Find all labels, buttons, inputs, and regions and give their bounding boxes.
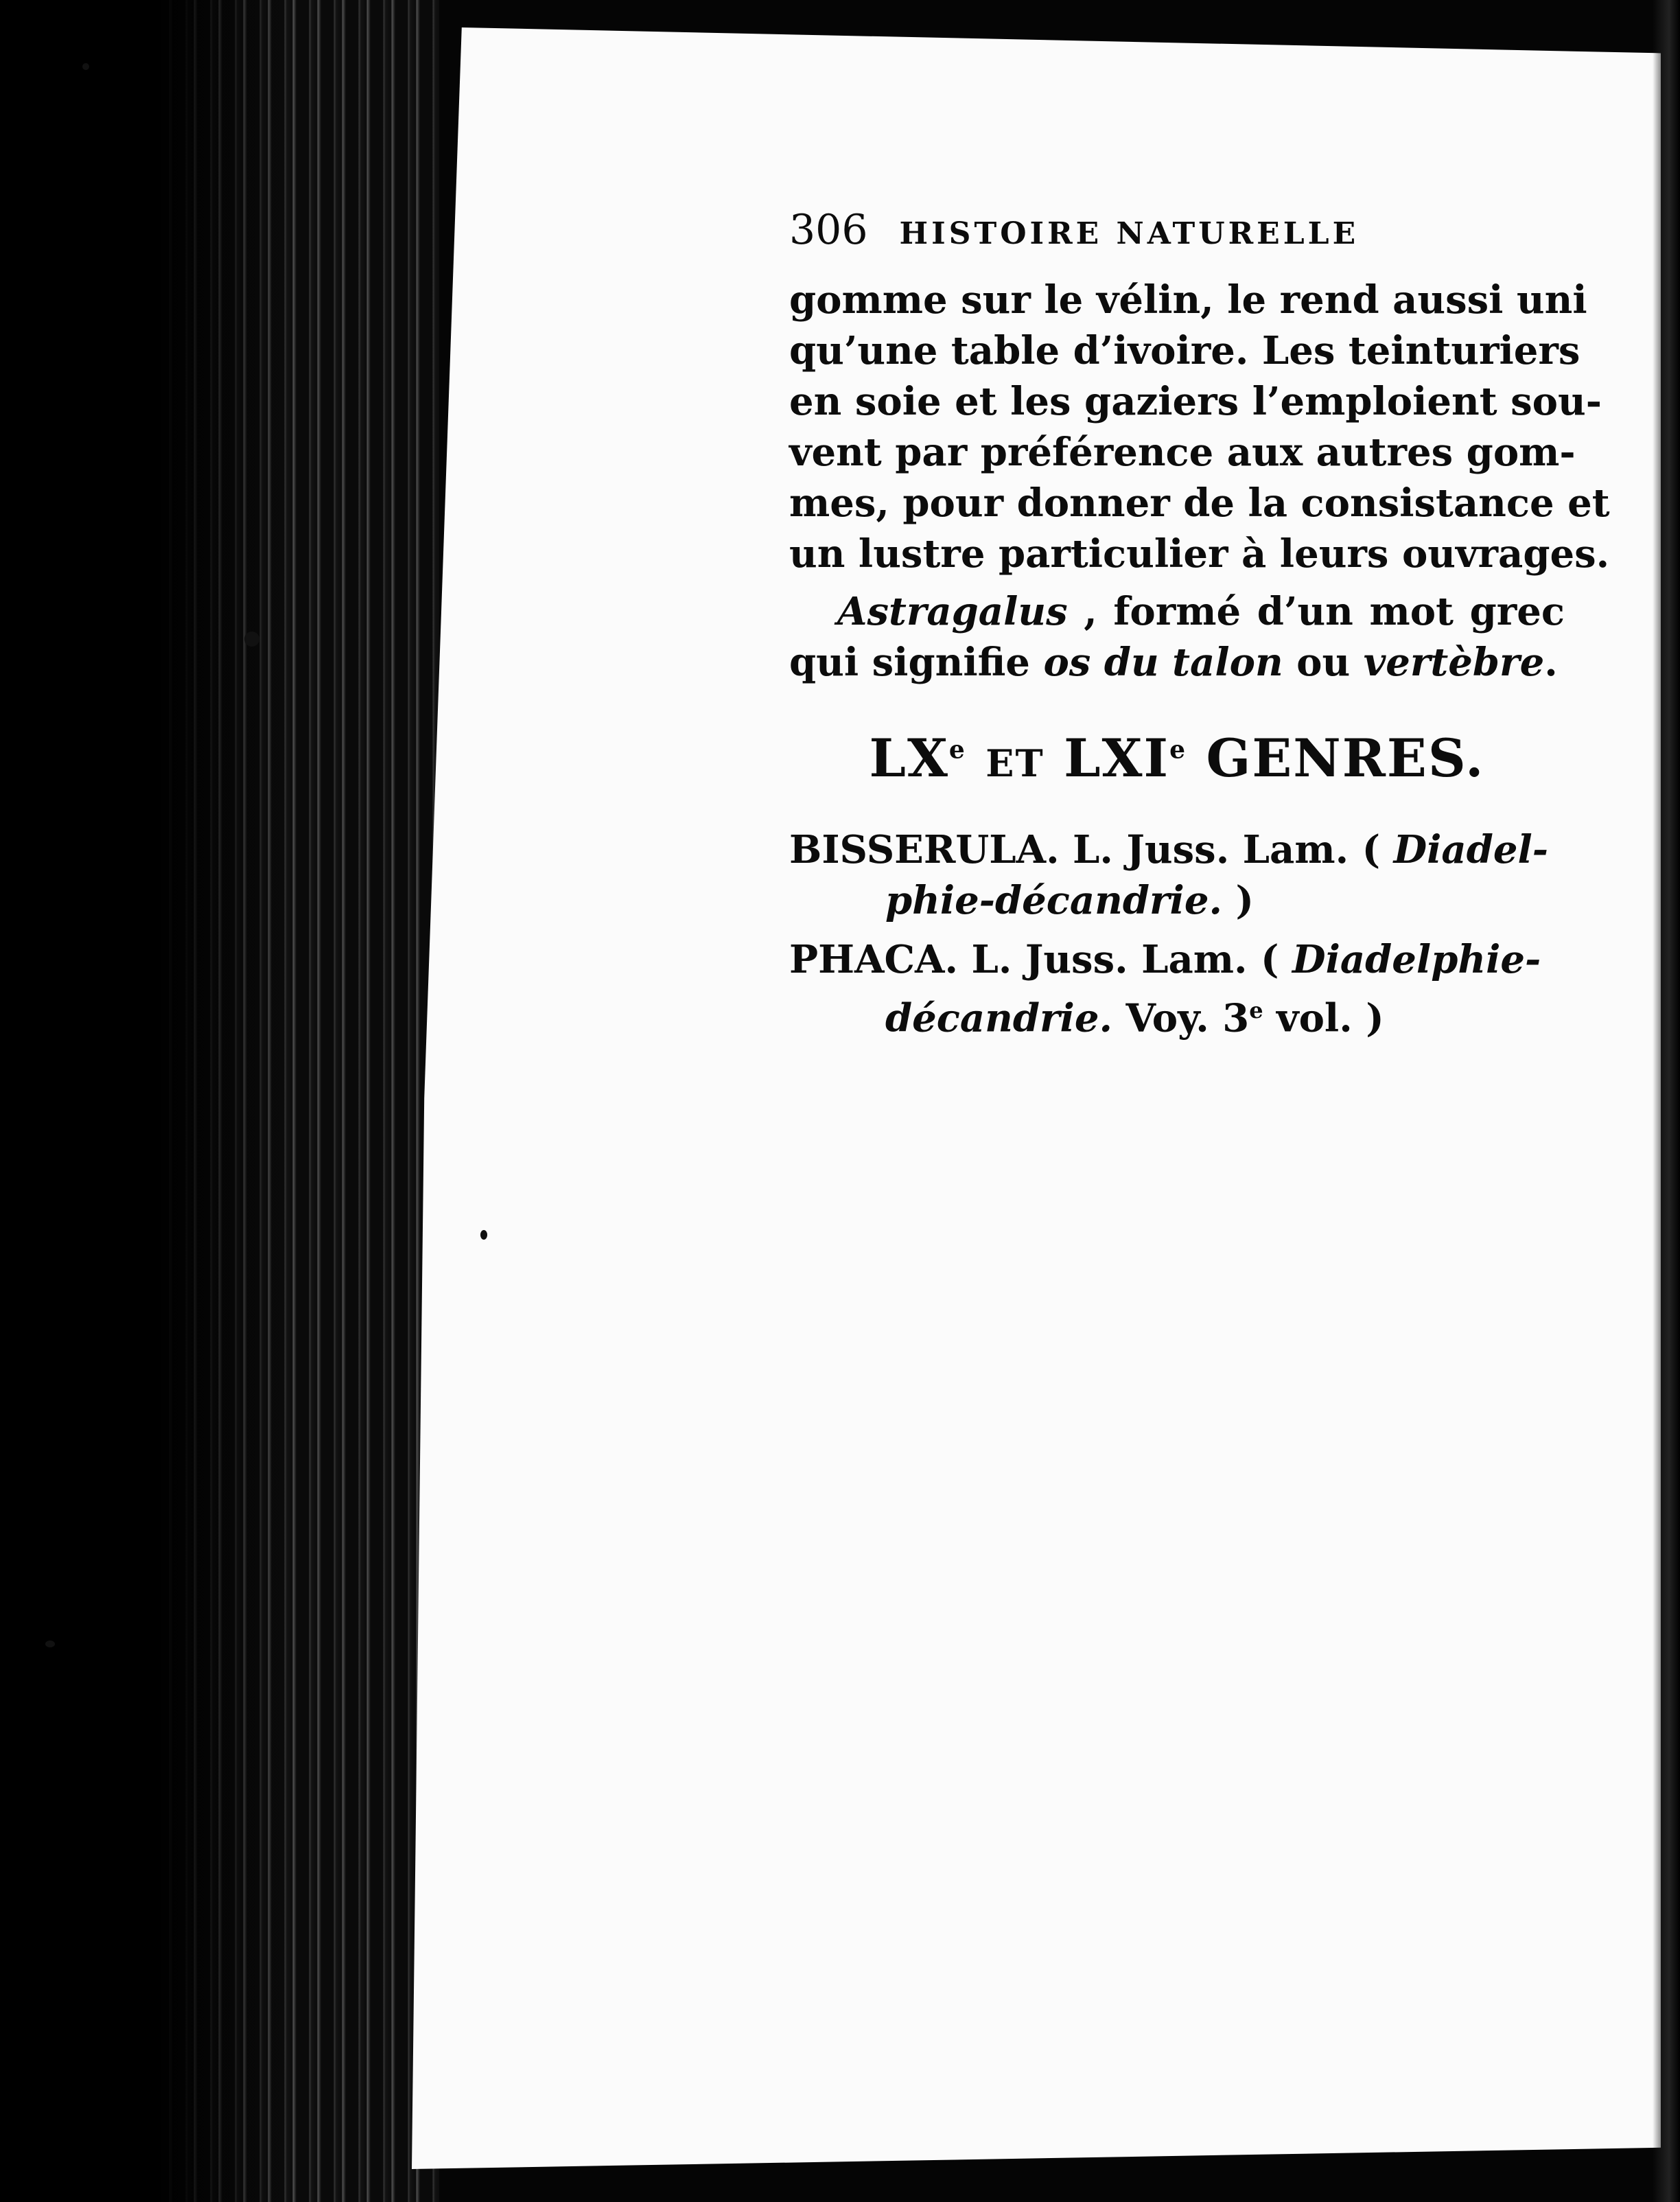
scan-speck xyxy=(244,631,259,647)
superscript: e xyxy=(1169,735,1187,765)
text-line: vent par préférence aux autres gom- xyxy=(789,430,1576,475)
text-line: qu’une table d’ivoire. Les teinturiers xyxy=(789,328,1580,373)
genus-class: décandrie. xyxy=(885,995,1112,1041)
closing-paren: ) xyxy=(1222,878,1254,923)
genus-name: BISSERULA. xyxy=(789,827,1060,872)
etymology-text: qui signifie xyxy=(789,640,1044,685)
genus-entry-bisserula xyxy=(789,824,1565,926)
volume-reference: vol. ) xyxy=(1263,995,1384,1041)
entry-continuation xyxy=(789,985,1565,1044)
genre-numeral: LXI xyxy=(1064,728,1170,789)
scan-speck xyxy=(45,1641,55,1647)
etymology-text: , formé d’un mot grec xyxy=(1067,589,1565,634)
genres-heading xyxy=(789,728,1565,789)
scan-speck xyxy=(82,63,89,70)
genres-word: GENRES. xyxy=(1206,728,1485,789)
paragraph-etymology xyxy=(789,586,1565,688)
os-du-talon: os du talon xyxy=(1043,640,1283,685)
book-spine-shadow xyxy=(0,0,288,2202)
page-text xyxy=(789,206,1610,1052)
superscript: e xyxy=(1249,997,1263,1023)
genus-name: PHACA. xyxy=(789,937,958,982)
etymology-text: ou xyxy=(1283,640,1364,685)
page-number: 306 xyxy=(789,206,868,254)
genus-class: Diadel- xyxy=(1393,827,1549,872)
running-header xyxy=(789,206,1565,275)
text-line: un lustre particulier à leurs ouvrages. xyxy=(789,531,1610,577)
genus-authors: L. Juss. Lam. ( xyxy=(1059,827,1394,872)
running-title: HISTOIRE NATURELLE xyxy=(899,216,1360,251)
astragalus-term: Astragalus xyxy=(837,589,1068,634)
paragraph-gomme xyxy=(789,275,1610,579)
page-right-shadow xyxy=(1653,0,1680,2202)
text-line: en soie et les gaziers l’emploient sou- xyxy=(789,379,1602,424)
genre-numeral: LX xyxy=(869,728,949,789)
genus-authors: L. Juss. Lam. ( xyxy=(957,937,1293,982)
etymology-text: . xyxy=(1544,640,1558,685)
entry-continuation xyxy=(789,875,1565,926)
genus-class: Diadelphie- xyxy=(1292,937,1541,982)
text-line: mes, pour donner de la consistance et xyxy=(789,480,1610,526)
scan-speck xyxy=(480,1230,487,1240)
volume-reference: Voy. 3 xyxy=(1112,995,1250,1041)
text-line xyxy=(789,586,1565,637)
genus-entry-phaca xyxy=(789,934,1565,1044)
text-line xyxy=(789,637,1565,688)
text-line: gomme sur le vélin, le rend aussi uni xyxy=(789,277,1587,323)
genus-class: phie-décandrie. xyxy=(885,878,1222,923)
genre-conjunction: ET xyxy=(985,741,1045,785)
superscript: e xyxy=(948,735,966,765)
vertebre: vertèbre xyxy=(1363,640,1545,685)
